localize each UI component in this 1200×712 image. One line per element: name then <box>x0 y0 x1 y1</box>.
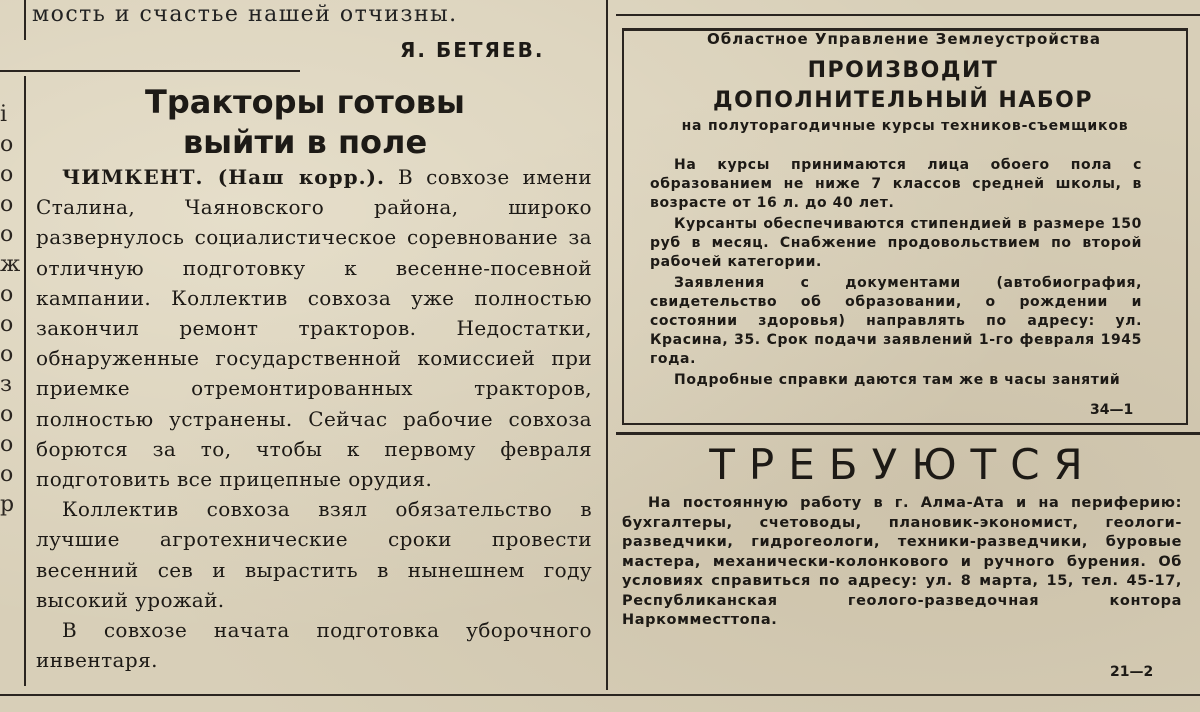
headline-line-1: Тракторы готовы <box>145 83 465 121</box>
ad-organization: Областное Управление Землеустройства <box>706 30 1102 48</box>
article-headline <box>40 82 570 162</box>
gutter-fragment: о <box>0 462 14 487</box>
job-ad-body <box>622 494 1182 631</box>
gutter-fragment: ж <box>0 252 21 277</box>
gutter-fragment: о <box>0 432 14 457</box>
ad-subject: ДОПОЛНИТЕЛЬНЫЙ НАБОР <box>713 88 1093 113</box>
gutter-fragment: о <box>0 132 14 157</box>
cut-off-column-fragments <box>0 100 21 520</box>
top-rule-right <box>616 14 1200 16</box>
ad-headline <box>622 56 1184 116</box>
job-ad-text: На постоянную работу в г. Алма-Ата и на периферию: бухгалтеры, счетоводы, плановик-экономист, геологи-разведчики, гидрогеологи, техники-разведчики, буровые мастера, механически-колонкового и ручного бурения. Об условиях справиться по адресу: ул. 8 марта, 15, тел. 45-17, Республиканская геолого-разведочная контора Наркомместтопа. <box>622 495 1182 628</box>
bottom-rule <box>0 694 1200 696</box>
headline-line-2: выйти в поле <box>182 123 428 161</box>
gutter-fragment: р <box>0 492 15 517</box>
article-body <box>36 162 592 675</box>
article-paragraph-1 <box>36 162 592 494</box>
section-divider <box>0 70 300 72</box>
article-paragraph-1-text: В совхозе имени Сталина, Чаяновского района, широко развернулось социалистическое соревнование за отличную подготовку к весенне-посевной кампании. Коллектив совхоза уже полностью закончил ремонт тракторов. Недостатки, обнаруженные государственной комиссией при приемке отремонтированных тракторов, полностью устранены. Сейчас рабочие совхоза борются за то, чтобы к первому февраля подготовить все прицепные орудия. <box>36 165 592 492</box>
previous-article-ending: мость и счастье нашей отчизны. <box>32 2 458 27</box>
gutter-fragment: о <box>0 192 14 217</box>
gutter-fragment: о <box>0 162 14 187</box>
column-rule-left <box>24 0 26 40</box>
ad-paragraph-2: Курсанты обеспечиваются стипендией в размере 150 руб в месяц. Снабжение продовольствием по второй рабочей категории. <box>650 216 1142 270</box>
gutter-fragment: з <box>0 372 12 397</box>
gutter-fragment: о <box>0 222 14 247</box>
ad-paragraph-3: Заявления с документами (автобиография, свидетельство об образовании, о рождении и состоянии здоровья) направлять по адресу: ул. Красина, 35. Срок подачи заявлений 1-го февраля 1945 года. <box>650 275 1142 367</box>
job-ad-code: 21—2 <box>1110 664 1154 680</box>
gutter-fragment: о <box>0 282 14 307</box>
gutter-fragment: о <box>0 312 14 337</box>
article-dateline: ЧИМКЕНТ. (Наш корр.). <box>62 165 385 189</box>
article-paragraph-2: Коллектив совхоза взял обязательство в лучшие агротехнические сроки провести весенний сев и вырастить в нынешнем году высокий урожай. <box>36 497 592 612</box>
job-ad-title: ТРЕБУЮТСЯ <box>709 440 1097 489</box>
gutter-fragment: о <box>0 342 14 367</box>
column-rule-center <box>606 0 608 690</box>
author-signature: Я. БЕТЯЕВ. <box>400 38 545 62</box>
ad-paragraph-4: Подробные справки даются там же в часы занятий <box>674 372 1121 388</box>
gutter-fragment: о <box>0 402 14 427</box>
ad-action: ПРОИЗВОДИТ <box>807 58 999 83</box>
ad-divider <box>616 432 1200 435</box>
ad-body <box>650 156 1142 392</box>
ad-course: на полуторагодичные курсы техников-съемщиков <box>681 118 1129 134</box>
ad-code: 34—1 <box>1090 402 1134 418</box>
ad-paragraph-1: На курсы принимаются лица обоего пола с образованием не ниже 7 классов средней школы, в возрасте от 16 л. до 40 лет. <box>650 157 1142 211</box>
column-rule-left-lower <box>24 76 26 686</box>
gutter-fragment: i <box>0 102 8 127</box>
article-paragraph-3: В совхозе начата подготовка уборочного инвентаря. <box>36 618 592 673</box>
